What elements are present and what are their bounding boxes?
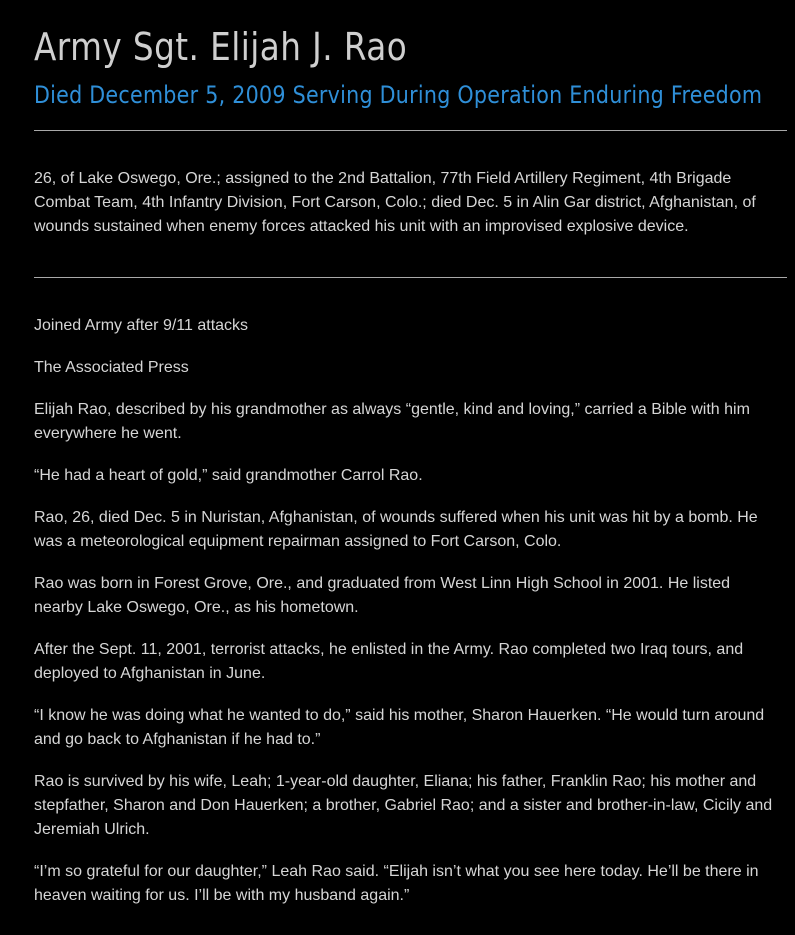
article-paragraph: Rao was born in Forest Grove, Ore., and graduated from West Linn High School in 2001. He listed nearby Lake Oswego, Ore., as his hometown. [34, 575, 731, 616]
article-paragraph: “I know he was doing what he wanted to do,” said his mother, Sharon Hauerken. “He would turn around and go back to Afghanistan if he had to.” [34, 707, 765, 748]
article-paragraph: “I’m so grateful for our daughter,” Leah Rao said. “Elijah isn’t what you see here today. He’ll be there in heaven waiting for us. I’ll be with my husband again.” [34, 863, 759, 904]
page-subtitle: Died December 5, 2009 Serving During Operation Enduring Freedom [34, 81, 763, 109]
article-body [34, 314, 774, 926]
article-source: The Associated Press [34, 359, 189, 376]
page-title: Army Sgt. Elijah J. Rao [34, 25, 408, 69]
article-paragraph: Elijah Rao, described by his grandmother as always “gentle, kind and loving,” carried a Bible with him everywhere he went. [34, 401, 750, 442]
article-headline: Joined Army after 9/11 attacks [34, 317, 249, 334]
summary-text: 26, of Lake Oswego, Ore.; assigned to the 2nd Battalion, 77th Field Artillery Regiment, 4th Brigade Combat Team, 4th Infantry Division, Fort Carson, Colo.; died Dec. 5 in Alin Gar district, Afghanistan, of wounds sustained when enemy forces attacked his unit with an improvised explosive device. [34, 170, 756, 235]
article-paragraph: “He had a heart of gold,” said grandmother Carrol Rao. [34, 467, 423, 484]
bottom-divider [34, 277, 787, 278]
article-paragraph: Rao is survived by his wife, Leah; 1-year-old daughter, Eliana; his father, Franklin Rao; his mother and stepfather, Sharon and Don Hauerken; a brother, Gabriel Rao; and a sister and brother-in-law, Cicily and Jeremiah Ulrich. [34, 773, 773, 838]
article-paragraph: Rao, 26, died Dec. 5 in Nuristan, Afghanistan, of wounds suffered when his unit was hit by a bomb. He was a meteorological equipment repairman assigned to Fort Carson, Colo. [34, 509, 758, 550]
article-paragraph: After the Sept. 11, 2001, terrorist attacks, he enlisted in the Army. Rao completed two Iraq tours, and deployed to Afghanistan in June. [34, 641, 744, 682]
top-divider [34, 130, 787, 131]
